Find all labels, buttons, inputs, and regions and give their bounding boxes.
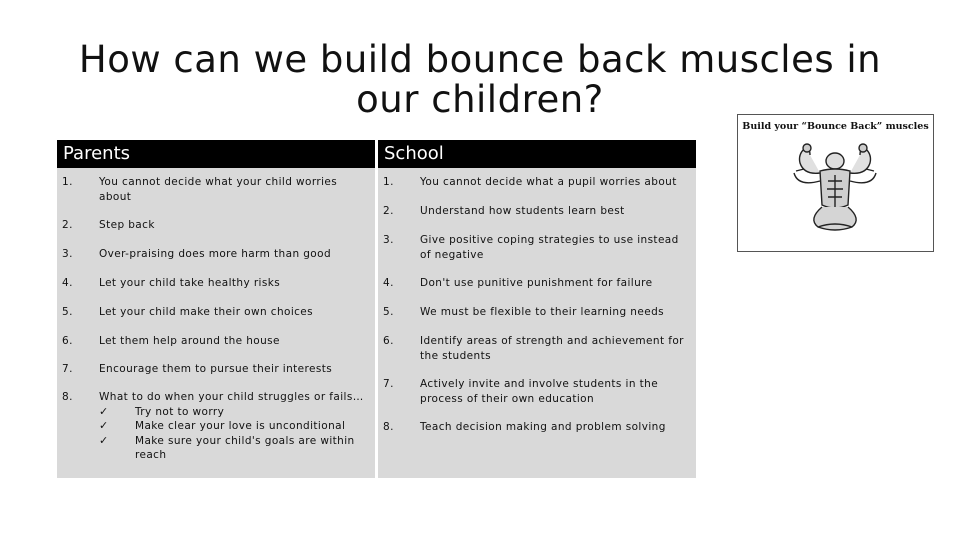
muscle-figure-icon — [738, 115, 933, 251]
item-text: We must be flexible to their learning needs — [420, 306, 665, 318]
picture-caption: Build your “Bounce Back” muscles — [742, 121, 929, 132]
item-number: 4. — [383, 277, 394, 289]
school-header: School — [378, 140, 696, 168]
tick-item-text: Make sure your child's goals are within reach — [135, 434, 355, 461]
tick-list — [99, 405, 369, 463]
item-number: 2. — [62, 219, 73, 231]
tick-list-item — [99, 419, 369, 434]
tick-item-text: Make clear your love is unconditional — [135, 420, 346, 432]
school-column — [378, 140, 696, 478]
tick-list-item — [99, 434, 369, 463]
item-text: Let your child take healthy risks — [99, 277, 281, 289]
item-text: You cannot decide what your child worries about — [99, 176, 338, 203]
checkmark-icon: ✓ — [99, 433, 109, 447]
item-text: Actively invite and involve students in the process of their own education — [420, 378, 659, 405]
item-number: 7. — [383, 378, 394, 390]
item-number: 7. — [62, 363, 73, 375]
item-text: Don't use punitive punishment for failure — [420, 277, 653, 289]
item-number: 5. — [62, 306, 73, 318]
item-text: You cannot decide what a pupil worries about — [420, 176, 677, 188]
checkmark-icon: ✓ — [99, 404, 109, 418]
item-text: Teach decision making and problem solving — [420, 421, 666, 433]
item-number: 1. — [62, 176, 73, 188]
checkmark-icon: ✓ — [99, 419, 109, 432]
item-number: 8. — [62, 391, 73, 403]
parents-header: Parents — [57, 140, 375, 168]
tick-list-item — [99, 405, 369, 420]
item-text: Understand how students learn best — [420, 205, 625, 217]
item-text: Step back — [99, 219, 155, 231]
item-number: 6. — [383, 335, 394, 347]
item-number: 3. — [62, 248, 73, 260]
item-text: Let your child make their own choices — [99, 306, 314, 318]
item-number: 4. — [62, 277, 73, 289]
item-number: 3. — [383, 234, 394, 246]
item-text: What to do when your child struggles or fails… — [99, 391, 364, 403]
item-number: 5. — [383, 306, 394, 318]
slide-title: How can we build bounce back muscles in our children? — [78, 38, 882, 121]
item-text: Over-praising does more harm than good — [99, 248, 332, 260]
item-number: 1. — [383, 176, 394, 188]
parents-column — [57, 140, 375, 478]
item-text: Identify areas of strength and achievement for the students — [420, 335, 684, 362]
item-text: Encourage them to pursue their interests — [99, 363, 333, 375]
tick-item-text: Try not to worry — [135, 405, 225, 418]
item-number: 8. — [383, 421, 394, 433]
item-text-block — [99, 390, 369, 463]
item-number: 2. — [383, 205, 394, 217]
item-text: Let them help around the house — [99, 335, 280, 347]
item-text: Give positive coping strategies to use instead of negative — [420, 234, 679, 261]
bounce-back-picture — [737, 114, 934, 252]
item-number: 6. — [62, 335, 73, 347]
